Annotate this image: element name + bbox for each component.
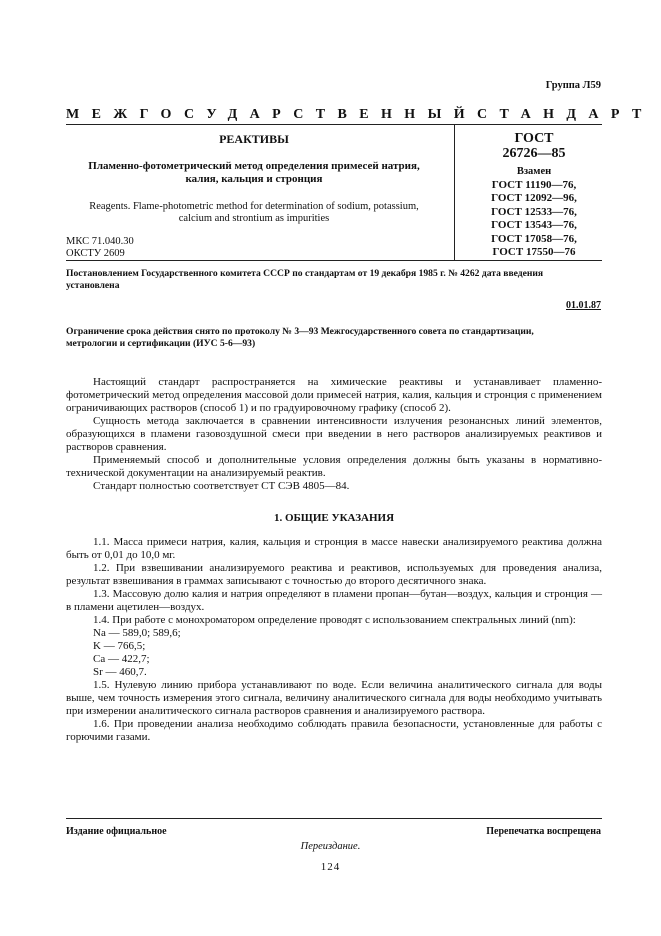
mks-code: МКС 71.040.30 [66, 236, 134, 247]
okstu-code: ОКСТУ 2609 [66, 248, 125, 259]
gost-number: 26726—85 [502, 146, 566, 161]
spectral-line-ca: Ca — 422,7; [93, 653, 150, 665]
doc-title: РЕАКТИВЫ [219, 132, 289, 146]
limitation-line-2: метрологии и сертификации (ИУС 5-6—93) [66, 338, 256, 349]
intro-paragraph: Сущность метода заключается в сравнении интенсивности излучения резонансных линий элементов, образующихся в пламени газовоздушной смеси при введении в него растворов анализируемых реактивов и растворов сравнения. [66, 415, 602, 453]
intro-paragraph: Стандарт полностью соответствует СТ СЭВ 4805—84. [93, 480, 350, 492]
banner-word-standard: СТАНДАРТ [477, 107, 654, 122]
effective-date: 01.01.87 [566, 300, 601, 311]
group-code: Группа Л59 [545, 80, 601, 91]
replaces-label: Взамен [516, 166, 552, 177]
intro-paragraph: Применяемый способ и дополнительные условия определения должны быть указаны в нормативно-технической документации на анализируемый реактив. [66, 454, 602, 479]
section-heading: 1. ОБЩИЕ УКАЗАНИЯ [273, 512, 395, 524]
english-title-line-2: calcium and strontium as impurities [178, 213, 330, 224]
spectral-line-sr: Sr — 460,7. [93, 666, 147, 678]
section-1-body [66, 536, 602, 744]
clause-1-4: 1.4. При работе с монохроматором определение проводят с использованием спектральных линий (nm): [93, 614, 576, 626]
limitation-text [66, 326, 602, 350]
clause-1-6: 1.6. При проведении анализа необходимо соблюдать правила безопасности, установленные для работы с горючими газами. [66, 718, 602, 743]
spectral-line-na: Na — 589,0; 589,6; [93, 627, 181, 639]
replaced-standard: ГОСТ 12092—96, [491, 192, 577, 205]
english-title [66, 201, 442, 225]
replaced-standard: ГОСТ 13543—76, [491, 219, 577, 232]
english-title-line-1: Reagents. Flame-photometric method for determination of sodium, potassium, [89, 201, 419, 212]
replaced-standard: ГОСТ 17550—76 [492, 246, 576, 259]
reprint-prohibited: Перепечатка воспрещена [486, 826, 601, 837]
clause-1-3: 1.3. Массовую долю калия и натрия определяют в пламени пропан—бутан—воздух, кальция и стронция — в пламени ацетилен—воздух. [66, 588, 602, 613]
reprint-note: Переиздание. [300, 841, 361, 852]
top-divider [66, 124, 602, 125]
footer-divider [66, 818, 602, 819]
page-number: 124 [320, 861, 341, 873]
replaced-standard: ГОСТ 12533—76, [491, 205, 577, 218]
gost-number-block [466, 131, 602, 161]
classification-codes [66, 236, 134, 260]
introduction [66, 376, 602, 493]
decree-text [66, 268, 602, 292]
limitation-line-1: Ограничение срока действия снято по протоколу № 3—93 Межгосударственного совета по стандартизации, [66, 326, 534, 337]
header-vertical-divider [454, 124, 455, 260]
replaced-standards-list [466, 179, 602, 259]
clause-1-2: 1.2. При взвешивании анализируемого реактива и реактивов, используемых для проведения анализа, результат взвешивания в граммах записывают с точностью до второго десятичного знака. [66, 562, 602, 587]
banner-word-interstate: МЕЖГОСУДАРСТВЕННЫЙ [66, 107, 478, 122]
official-edition: Издание официальное [66, 826, 167, 837]
replaced-standard: ГОСТ 17058—76, [491, 232, 577, 245]
doc-subtitle [66, 160, 442, 186]
decree-line-1: Постановлением Государственного комитета СССР по стандартам от 19 декабря 1985 г. № 4262 дата введения [66, 268, 544, 279]
clause-1-1: 1.1. Масса примеси натрия, калия, кальция и стронция в массе навески анализируемого реактива должна быть от 0,01 до 10,0 мг. [66, 536, 602, 561]
decree-line-2: установлена [66, 280, 120, 291]
standard-banner [66, 107, 654, 123]
gost-label: ГОСТ [514, 131, 554, 146]
subtitle-line-2: калия, кальция и стронция [185, 173, 323, 185]
intro-paragraph: Настоящий стандарт распространяется на химические реактивы и устанавливает пламенно-фотометрический метод определения массовой доли примесей натрия, калия, кальция и стронция с применением ограничивающих растворов (способ 1) и по градуировочному графику (способ 2). [66, 376, 602, 414]
spectral-line-k: K — 766,5; [93, 640, 146, 652]
replaced-standard: ГОСТ 11190—76, [491, 179, 577, 191]
header-bottom-divider [66, 260, 602, 261]
clause-1-5: 1.5. Нулевую линию прибора устанавливают по воде. Если величина аналитического сигнала для воды выше, чем точность измерения этого сигнала, величину аналитического сигнала для воды необходимо учитывать при измерении аналитического сигнала растворов сравнения и анализируемого раствора. [66, 679, 602, 717]
subtitle-line-1: Пламенно-фотометрический метод определения примесей натрия, [88, 160, 420, 172]
